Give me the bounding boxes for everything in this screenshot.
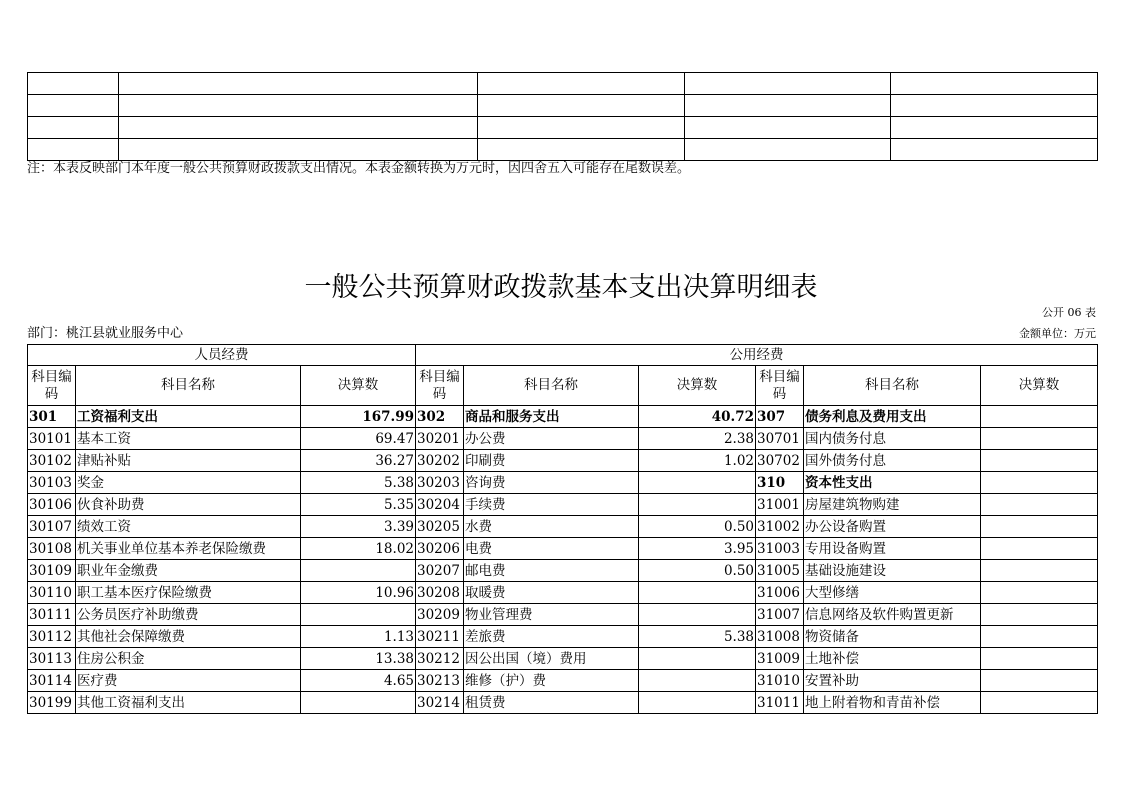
amount-unit-label: 金额单位：万元 [1019, 327, 1096, 340]
cell-name: 取暖费 [464, 582, 639, 604]
empty-row [28, 73, 1098, 95]
cell-code: 30113 [28, 648, 76, 670]
cell-amount: 10.96 [301, 582, 416, 604]
cell-amount [981, 516, 1098, 538]
group-personnel: 人员经费 [28, 345, 416, 366]
cell-amount [981, 692, 1098, 714]
cell-code: 31001 [756, 494, 804, 516]
cell-name: 物资储备 [804, 626, 981, 648]
cell-code: 30102 [28, 450, 76, 472]
cell-name: 因公出国（境）费用 [464, 648, 639, 670]
header-name: 科目名称 [76, 366, 301, 406]
cell-name: 医疗费 [76, 670, 301, 692]
cell-name: 其他社会保障缴费 [76, 626, 301, 648]
cell-amount [639, 472, 756, 494]
table-row [28, 494, 1098, 516]
cell-amount: 4.65 [301, 670, 416, 692]
cell-amount: 5.35 [301, 494, 416, 516]
cell-name: 水费 [464, 516, 639, 538]
header-code: 科目编码 [756, 366, 804, 406]
cell-code: 30110 [28, 582, 76, 604]
cell-name: 津贴补贴 [76, 450, 301, 472]
cell-name: 职业年金缴费 [76, 560, 301, 582]
table-note: 注：本表反映部门本年度一般公共预算财政拨款支出情况。本表金额转换为万元时，因四舍五入可能存在尾数误差。 [27, 161, 691, 176]
cell-code: 30108 [28, 538, 76, 560]
previous-table-continuation [27, 72, 1098, 161]
cell-code: 30199 [28, 692, 76, 714]
table-row [28, 450, 1098, 472]
empty-row [28, 117, 1098, 139]
cell-code: 31006 [756, 582, 804, 604]
table-row [28, 472, 1098, 494]
cell-amount [981, 626, 1098, 648]
cell-amount: 3.39 [301, 516, 416, 538]
table-row [28, 648, 1098, 670]
header-name: 科目名称 [804, 366, 981, 406]
cell-name: 伙食补助费 [76, 494, 301, 516]
cell-code: 31007 [756, 604, 804, 626]
cell-code: 307 [756, 406, 804, 428]
cell-code: 31009 [756, 648, 804, 670]
cell-amount [981, 560, 1098, 582]
cell-amount [981, 582, 1098, 604]
cell-code: 30109 [28, 560, 76, 582]
table-row [28, 670, 1098, 692]
cell-amount: 36.27 [301, 450, 416, 472]
table-row [28, 692, 1098, 714]
cell-amount: 0.50 [639, 516, 756, 538]
cell-name: 资本性支出 [804, 472, 981, 494]
cell-name: 公务员医疗补助缴费 [76, 604, 301, 626]
cell-name: 专用设备购置 [804, 538, 981, 560]
header-amount: 决算数 [639, 366, 756, 406]
cell-code: 30209 [416, 604, 464, 626]
group-public: 公用经费 [416, 345, 1098, 366]
group-header-row [28, 345, 1098, 366]
department-label: 部门：桃江县就业服务中心 [27, 326, 184, 341]
cell-name: 安置补助 [804, 670, 981, 692]
cell-amount [639, 670, 756, 692]
cell-amount [301, 692, 416, 714]
cell-amount [981, 538, 1098, 560]
cell-name: 房屋建筑物购建 [804, 494, 981, 516]
cell-code: 30701 [756, 428, 804, 450]
cell-name: 债务利息及费用支出 [804, 406, 981, 428]
cell-amount [981, 494, 1098, 516]
table-row [28, 428, 1098, 450]
cell-name: 大型修缮 [804, 582, 981, 604]
cell-name: 咨询费 [464, 472, 639, 494]
table-row [28, 516, 1098, 538]
cell-amount: 1.13 [301, 626, 416, 648]
cell-code: 30106 [28, 494, 76, 516]
cell-code: 30203 [416, 472, 464, 494]
cell-amount: 5.38 [301, 472, 416, 494]
page-title: 一般公共预算财政拨款基本支出决算明细表 [304, 272, 818, 303]
cell-code: 30207 [416, 560, 464, 582]
cell-name: 其他工资福利支出 [76, 692, 301, 714]
cell-code: 30114 [28, 670, 76, 692]
cell-code: 31008 [756, 626, 804, 648]
column-header-row [28, 366, 1098, 406]
cell-amount: 18.02 [301, 538, 416, 560]
cell-code: 31011 [756, 692, 804, 714]
cell-name: 手续费 [464, 494, 639, 516]
cell-name: 奖金 [76, 472, 301, 494]
cell-amount [639, 582, 756, 604]
cell-amount: 0.50 [639, 560, 756, 582]
cell-name: 信息网络及软件购置更新 [804, 604, 981, 626]
cell-amount: 167.99 [301, 406, 416, 428]
cell-name: 土地补偿 [804, 648, 981, 670]
cell-amount: 69.47 [301, 428, 416, 450]
cell-code: 30204 [416, 494, 464, 516]
cell-name: 职工基本医疗保险缴费 [76, 582, 301, 604]
cell-amount [981, 604, 1098, 626]
cell-code: 30213 [416, 670, 464, 692]
cell-name: 办公费 [464, 428, 639, 450]
cell-code: 30201 [416, 428, 464, 450]
cell-amount [981, 428, 1098, 450]
cell-name: 邮电费 [464, 560, 639, 582]
cell-name: 国内债务付息 [804, 428, 981, 450]
cell-name: 物业管理费 [464, 604, 639, 626]
cell-code: 30206 [416, 538, 464, 560]
cell-amount [981, 472, 1098, 494]
cell-name: 电费 [464, 538, 639, 560]
header-amount: 决算数 [301, 366, 416, 406]
cell-name: 机关事业单位基本养老保险缴费 [76, 538, 301, 560]
cell-name: 基本工资 [76, 428, 301, 450]
cell-amount: 13.38 [301, 648, 416, 670]
cell-amount: 1.02 [639, 450, 756, 472]
cell-code: 30212 [416, 648, 464, 670]
header-code: 科目编码 [28, 366, 76, 406]
cell-amount [981, 406, 1098, 428]
expenditure-detail-table [27, 344, 1098, 714]
table-row [28, 626, 1098, 648]
cell-name: 商品和服务支出 [464, 406, 639, 428]
cell-code: 31010 [756, 670, 804, 692]
cell-code: 31005 [756, 560, 804, 582]
cell-code: 30214 [416, 692, 464, 714]
empty-row [28, 95, 1098, 117]
cell-name: 租赁费 [464, 692, 639, 714]
cell-code: 31002 [756, 516, 804, 538]
cell-code: 30111 [28, 604, 76, 626]
cell-amount [981, 670, 1098, 692]
cell-amount: 40.72 [639, 406, 756, 428]
table-row [28, 604, 1098, 626]
cell-name: 国外债务付息 [804, 450, 981, 472]
cell-code: 30112 [28, 626, 76, 648]
cell-name: 住房公积金 [76, 648, 301, 670]
header-name: 科目名称 [464, 366, 639, 406]
cell-name: 地上附着物和青苗补偿 [804, 692, 981, 714]
cell-code: 30103 [28, 472, 76, 494]
cell-name: 印刷费 [464, 450, 639, 472]
cell-code: 30107 [28, 516, 76, 538]
table-row [28, 582, 1098, 604]
cell-code: 310 [756, 472, 804, 494]
cell-name: 差旅费 [464, 626, 639, 648]
cell-amount [301, 560, 416, 582]
cell-amount [639, 604, 756, 626]
cell-code: 30101 [28, 428, 76, 450]
cell-name: 基础设施建设 [804, 560, 981, 582]
cell-name: 绩效工资 [76, 516, 301, 538]
table-row [28, 560, 1098, 582]
cell-amount: 3.95 [639, 538, 756, 560]
cell-code: 30205 [416, 516, 464, 538]
header-code: 科目编码 [416, 366, 464, 406]
cell-amount [639, 494, 756, 516]
cell-name: 工资福利支出 [76, 406, 301, 428]
cell-amount [301, 604, 416, 626]
header-amount: 决算数 [981, 366, 1098, 406]
cell-name: 办公设备购置 [804, 516, 981, 538]
cell-amount [981, 450, 1098, 472]
cell-code: 301 [28, 406, 76, 428]
cell-amount [639, 648, 756, 670]
cell-code: 30202 [416, 450, 464, 472]
cell-amount: 5.38 [639, 626, 756, 648]
table-row [28, 538, 1098, 560]
cell-code: 30702 [756, 450, 804, 472]
cell-amount: 2.38 [639, 428, 756, 450]
cell-name: 维修（护）费 [464, 670, 639, 692]
cell-code: 30208 [416, 582, 464, 604]
cell-amount [639, 692, 756, 714]
cell-code: 302 [416, 406, 464, 428]
empty-row [28, 139, 1098, 161]
cell-code: 31003 [756, 538, 804, 560]
table-row [28, 406, 1098, 428]
form-code: 公开 06 表 [1042, 306, 1096, 319]
cell-code: 30211 [416, 626, 464, 648]
cell-amount [981, 648, 1098, 670]
